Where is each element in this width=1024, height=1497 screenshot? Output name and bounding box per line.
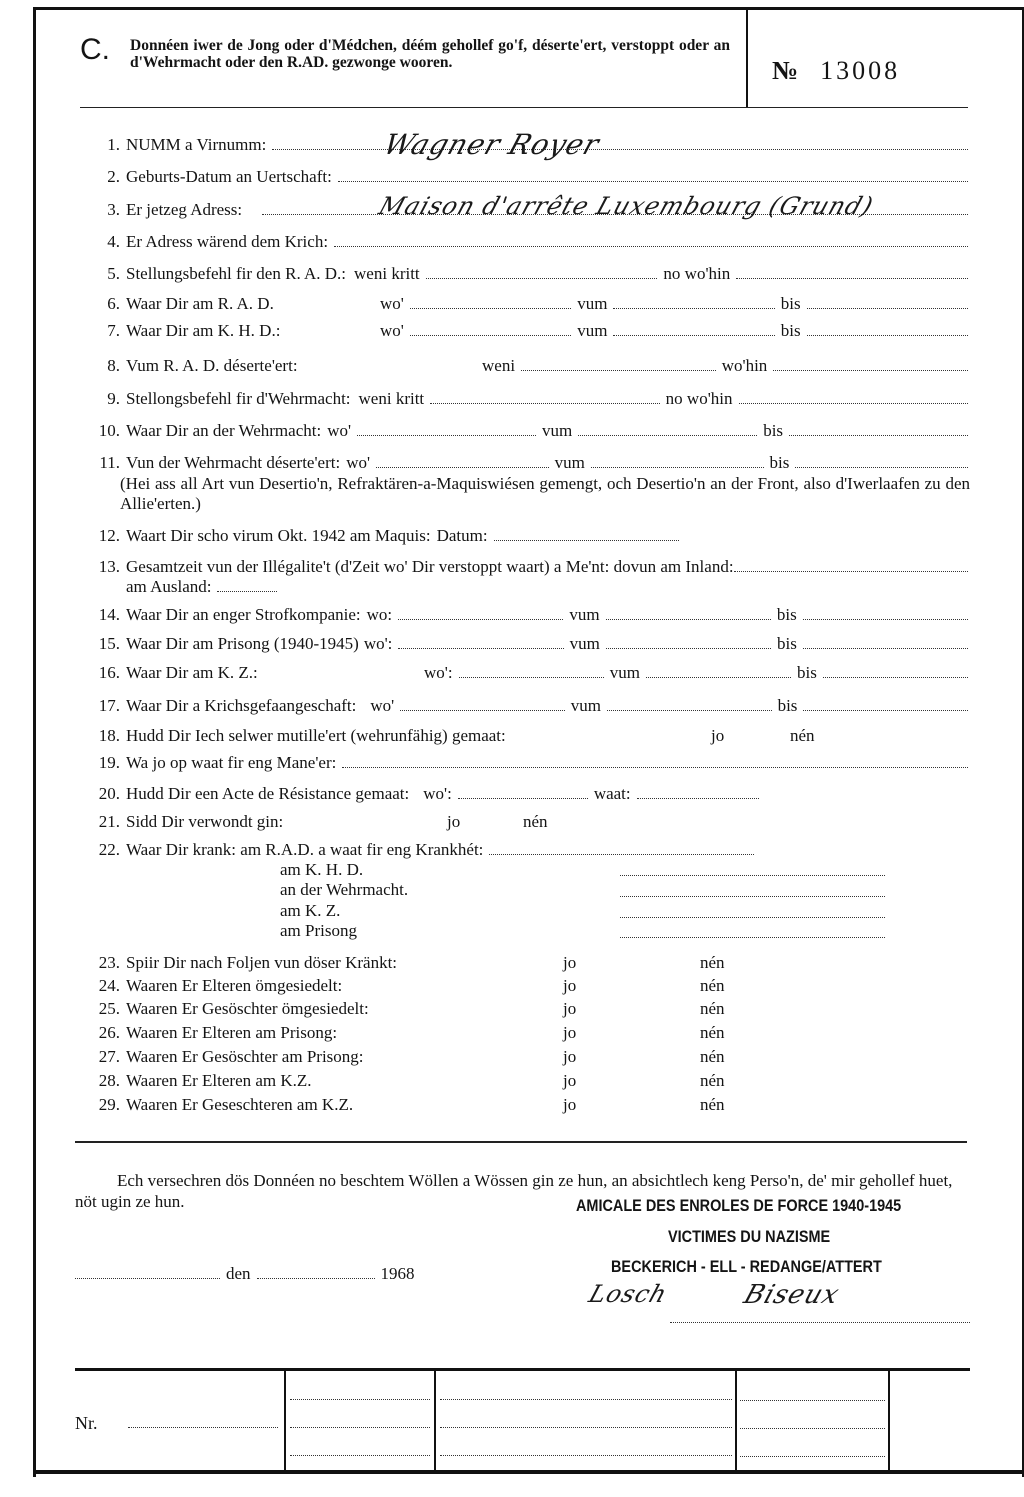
field-row-27 [80,1047,974,1069]
field-number: 22. [98,840,120,859]
date-input[interactable] [257,1264,375,1279]
resistance-what-input[interactable] [637,784,759,799]
field-label: Geburts-Datum an Uertschaft: [126,167,332,186]
desert-until-input[interactable] [795,453,968,468]
stamp-line-3: BECKERICH - ELL - REDANGE/ATTERT [611,1257,882,1276]
field-label: Waar Dir an enger Strofkompanie: [126,605,361,624]
field-row-17 [80,696,974,718]
field-number: 17. [98,696,120,715]
field-label: Vun der Wehrmacht déserte'ert: [126,453,341,472]
table-cell-input[interactable] [440,1426,732,1428]
rad-until-input[interactable] [807,294,968,309]
yes-option[interactable]: jo [563,953,577,972]
field-keyword: wo: [366,605,393,624]
table-cell-input[interactable] [440,1454,732,1456]
field-label: Vum R. A. D. déserte'ert: [126,356,298,375]
field-row-11 [80,453,974,475]
field-label: Sidd Dir verwondt gin: [126,812,284,831]
field-keyword: bis [776,605,797,624]
signature-1: Losch [585,1280,672,1308]
field-keyword: vum [609,663,640,682]
table-divider [735,1370,737,1470]
field-row-24 [80,976,974,998]
field-number: 13. [98,557,120,576]
field-keyword: vum [577,294,608,313]
wehrmacht-order-where-input[interactable] [739,389,969,404]
table-divider [434,1370,436,1470]
field-number: 28. [98,1071,120,1090]
no-option[interactable]: nén [790,726,815,745]
prison-from-input[interactable] [606,634,771,649]
war-address-input[interactable] [334,232,968,247]
table-cell-input[interactable] [290,1426,430,1428]
yes-option[interactable]: jo [563,1023,577,1042]
illness-kz-input[interactable] [620,916,885,918]
table-cell-input[interactable] [740,1399,885,1401]
field-row-8 [80,356,974,378]
field-row-13b [126,577,974,599]
yes-option[interactable]: jo [447,812,461,831]
field-number: 1. [107,135,120,154]
field-label: Waar Dir am K. H. D.: [126,321,281,340]
name-input[interactable] [272,135,968,150]
handwritten-name: Wagner Royer [379,128,604,161]
signature-line[interactable] [670,1321,970,1323]
wehrmacht-where-input[interactable] [357,421,536,436]
yes-option[interactable]: jo [563,1071,577,1090]
field-row-23 [80,953,974,975]
field-keyword: vum [570,696,602,715]
field-row-25 [80,999,974,1021]
no-option[interactable]: nén [700,1095,725,1114]
field-label: Er Adress wärend dem Krich: [126,232,329,251]
field-keyword: weni kritt [358,389,425,408]
field-keyword: wo' [380,321,404,340]
no-option[interactable]: nén [700,953,725,972]
field-row-14 [80,605,974,627]
field-number: 16. [98,663,120,682]
form-number-value: 13008 [820,56,901,85]
field-keyword: Datum: [436,526,488,545]
field-number: 20. [98,784,120,803]
table-divider [888,1370,890,1470]
field-row-20 [80,784,974,806]
no-option[interactable]: nén [700,1047,725,1066]
illness-prison-input[interactable] [620,936,885,938]
penal-from-input[interactable] [606,605,771,620]
nr-input[interactable] [128,1426,278,1428]
wehrmacht-from-input[interactable] [578,421,757,436]
field-row-6 [80,294,974,316]
rad-where-input[interactable] [410,294,571,309]
field-keyword: wo'hin [721,356,768,375]
field-keyword: bis [776,634,797,653]
field-number: 5. [107,264,120,283]
penal-until-input[interactable] [803,605,968,620]
field-number: 7. [107,321,120,340]
no-option[interactable]: nén [523,812,548,831]
field-number: 18. [98,726,120,745]
field-label: Waart Dir scho virum Okt. 1942 am Maquis: [126,526,431,545]
no-option[interactable]: nén [700,1071,725,1090]
form-number [772,56,900,86]
illness-khd-input[interactable] [620,874,885,876]
pow-until-input[interactable] [803,696,968,711]
header-rule [80,107,968,108]
field-label: Waaren Er Elteren am Prisong: [126,1023,338,1042]
yes-option[interactable]: jo [563,999,577,1018]
field-row-15 [80,634,974,656]
field-label: Waaren Er Gesöschter am Prisong: [126,1047,364,1066]
rad-from-input[interactable] [613,294,774,309]
field-row-4 [80,232,974,254]
field-number: 24. [98,976,120,995]
khd-from-input[interactable] [613,321,774,336]
field-keyword: wo' [380,294,404,313]
field-label: Spiir Dir nach Foljen vun döser Kränkt: [126,953,398,972]
field-keyword: wo' [370,696,395,715]
field-keyword: weni kritt [354,264,420,283]
form-bottom-rule [33,1470,1023,1474]
field-label: Waar Dir a Krichsgefaangeschaft: [126,696,357,715]
field-label: Waaren Er Elteren ömgesiedelt: [126,976,343,995]
field-row-16 [80,663,974,685]
field-keyword: wo': [423,784,452,803]
field-number: 27. [98,1047,120,1066]
field-label: Waar Dir am K. Z.: [126,663,258,682]
field-number: 19. [98,753,120,772]
field-number: 21. [98,812,120,831]
field-label: Waar Dir an der Wehrmacht: [126,421,322,440]
number-sign: № [772,56,799,85]
field-keyword: bis [763,421,784,440]
field-row-13 [80,557,974,579]
field-label: Hudd Dir Iech selwer mutille'ert (wehrunfähig) gemaat: [126,726,506,745]
field-row-9 [80,389,974,411]
nr-label: Nr. [75,1413,98,1433]
desertion-note: (Hei ass all Art vun Desertio'n, Refraktären-a-Maquiswiésen gemengt, och Desertio'n an der Front, also d'Iwerlaafen zu den Allie'erten.) [120,474,970,513]
field-keyword: wo': [363,634,393,653]
khd-until-input[interactable] [807,321,968,336]
yes-option[interactable]: jo [563,1095,577,1114]
field-row-12 [80,526,974,548]
header-divider [746,10,748,108]
rad-order-where-input[interactable] [736,264,968,279]
handwritten-address: Maison d'arrête Luxembourg (Grund) [375,192,878,220]
field-number: 15. [98,634,120,653]
rad-order-when-input[interactable] [426,264,658,279]
field-keyword: wo' [346,453,371,472]
no-option[interactable]: nén [700,999,725,1018]
table-cell-input[interactable] [290,1398,430,1400]
illness-sublabel: an der Wehrmacht. [280,880,409,899]
table-cell-input[interactable] [290,1454,430,1456]
field-label: Waar Dir am R. A. D. [126,294,274,313]
field-keyword: vum [577,321,608,340]
field-keyword: weni [482,356,516,375]
place-input[interactable] [75,1264,220,1279]
field-number: 2. [107,167,120,186]
field-row-10 [80,421,974,443]
yes-option[interactable]: jo [563,1047,577,1066]
kz-until-input[interactable] [823,663,968,678]
field-label: Waaren Er Elteren am K.Z. [126,1071,312,1090]
field-number: 29. [98,1095,120,1114]
field-label: Stellongsbefehl fir d'Wehrmacht: [126,389,351,408]
field-keyword: bis [777,696,798,715]
field-row-2 [80,167,974,189]
field-number: 3. [107,200,120,219]
field-keyword: bis [797,663,817,682]
field-label: Waar Dir krank: am R.A.D. a waat fir eng Krankhét: [126,840,484,859]
field-keyword: waat: [593,784,631,803]
section-letter: C. [80,33,110,66]
field-number: 26. [98,1023,120,1042]
khd-where-input[interactable] [410,321,571,336]
penal-where-input[interactable] [398,605,563,620]
field-number: 14. [98,605,120,624]
maquis-date-input[interactable] [494,526,679,541]
field-keyword: bis [780,321,801,340]
declaration-body: Ech versechren dös Donnéen no beschtem Wöllen a Wössen gin ze hun, an absichtlech keng Perso'n, de' mir gehollef huet, nöt ugin ze hun. [75,1171,953,1211]
field-keyword: no wo'hin [665,389,733,408]
field-label: Waar Dir am Prisong (1940-1945) [126,634,359,653]
field-number: 9. [107,389,120,408]
signature-2: Biseux [740,1280,844,1310]
table-cell-input[interactable] [740,1455,885,1457]
desert-from-input[interactable] [591,453,764,468]
kz-from-input[interactable] [646,663,791,678]
wehrmacht-until-input[interactable] [789,421,968,436]
field-keyword: bis [780,294,801,313]
field-label: Stellungsbefehl fir den R. A. D.: [126,264,347,283]
form-title: Donnéen iwer de Jong oder d'Médchen, déém gehollef go'f, déserte'ert, verstoppt oder an d'Wehrmacht oder den R.AD. gezwonge wooren. [130,37,730,71]
field-label: NUMM a Virnumm: [126,135,267,154]
prison-until-input[interactable] [803,634,968,649]
field-row-5 [80,264,974,286]
section-separator [75,1141,967,1143]
table-divider [284,1370,286,1470]
field-row-26 [80,1023,974,1045]
field-row-28 [80,1071,974,1093]
field-number: 6. [107,294,120,313]
field-row-18 [80,726,974,748]
illness-sublabel: am K. H. D. [280,860,364,879]
inland-duration-input[interactable] [734,557,968,572]
illness-rad-input[interactable] [489,840,754,855]
field-number: 25. [98,999,120,1018]
field-row-22 [80,840,974,862]
rad-desert-where-input[interactable] [773,356,968,371]
birth-date-input[interactable] [338,167,968,182]
no-option[interactable]: nén [700,976,725,995]
illness-sublabel: am Prisong [280,921,357,940]
field-number: 8. [107,356,120,375]
pow-from-input[interactable] [607,696,772,711]
illness-sublabel: am K. Z. [280,901,341,920]
year-label: 1968 [380,1264,415,1283]
table-cell-input[interactable] [440,1398,732,1400]
resistance-where-input[interactable] [458,784,588,799]
date-line [75,1264,455,1286]
field-keyword: am Ausland: [126,577,212,596]
abroad-duration-input[interactable] [217,577,277,592]
wehrmacht-order-when-input[interactable] [430,389,660,404]
pow-where-input[interactable] [400,696,565,711]
rad-desert-when-input[interactable] [521,356,716,371]
stamp-line-2: VICTIMES DU NAZISME [668,1227,831,1246]
table-top-rule [75,1368,970,1371]
field-number: 4. [107,232,120,251]
yes-option[interactable]: jo [711,726,725,745]
illness-wehrmacht-input[interactable] [620,895,885,897]
table-cell-input[interactable] [740,1427,885,1429]
field-label: Wa jo op waat fir eng Mane'er: [126,753,337,772]
field-label: Waaren Er Gesöschter ömgesiedelt: [126,999,369,1018]
kz-where-input[interactable] [459,663,604,678]
field-row-29 [80,1095,974,1117]
field-keyword: no wo'hin [663,264,731,283]
prison-where-input[interactable] [398,634,563,649]
field-row-19 [80,753,974,775]
no-option[interactable]: nén [700,1023,725,1042]
field-label: Waaren Er Geseschteren am K.Z. [126,1095,354,1114]
field-keyword: vum [542,421,573,440]
desert-where-input[interactable] [376,453,549,468]
field-label: Gesamtzeit vun der Illégalite't (d'Zeit wo' Dir verstoppt waart) a Me'nt: dovun am Inland: [126,557,734,576]
yes-option[interactable]: jo [563,976,577,995]
field-number: 12. [98,526,120,545]
den-label: den [226,1264,251,1283]
stamp-line-1: AMICALE DES ENROLES DE FORCE 1940-1945 [576,1196,902,1215]
field-keyword: vum [569,605,600,624]
field-number: 23. [98,953,120,972]
field-number: 10. [98,421,120,440]
field-keyword: bis [769,453,790,472]
field-keyword: wo': [424,663,453,682]
field-row-7 [80,321,974,343]
field-label: Er jetzeg Adress: [126,200,243,219]
field-number: 11. [99,453,120,472]
field-keyword: vum [554,453,585,472]
field-keyword: wo' [327,421,352,440]
mutilation-manner-input[interactable] [342,753,968,768]
field-label: Hudd Dir een Acte de Résistance gemaat: [126,784,410,803]
field-keyword: vum [569,634,600,653]
